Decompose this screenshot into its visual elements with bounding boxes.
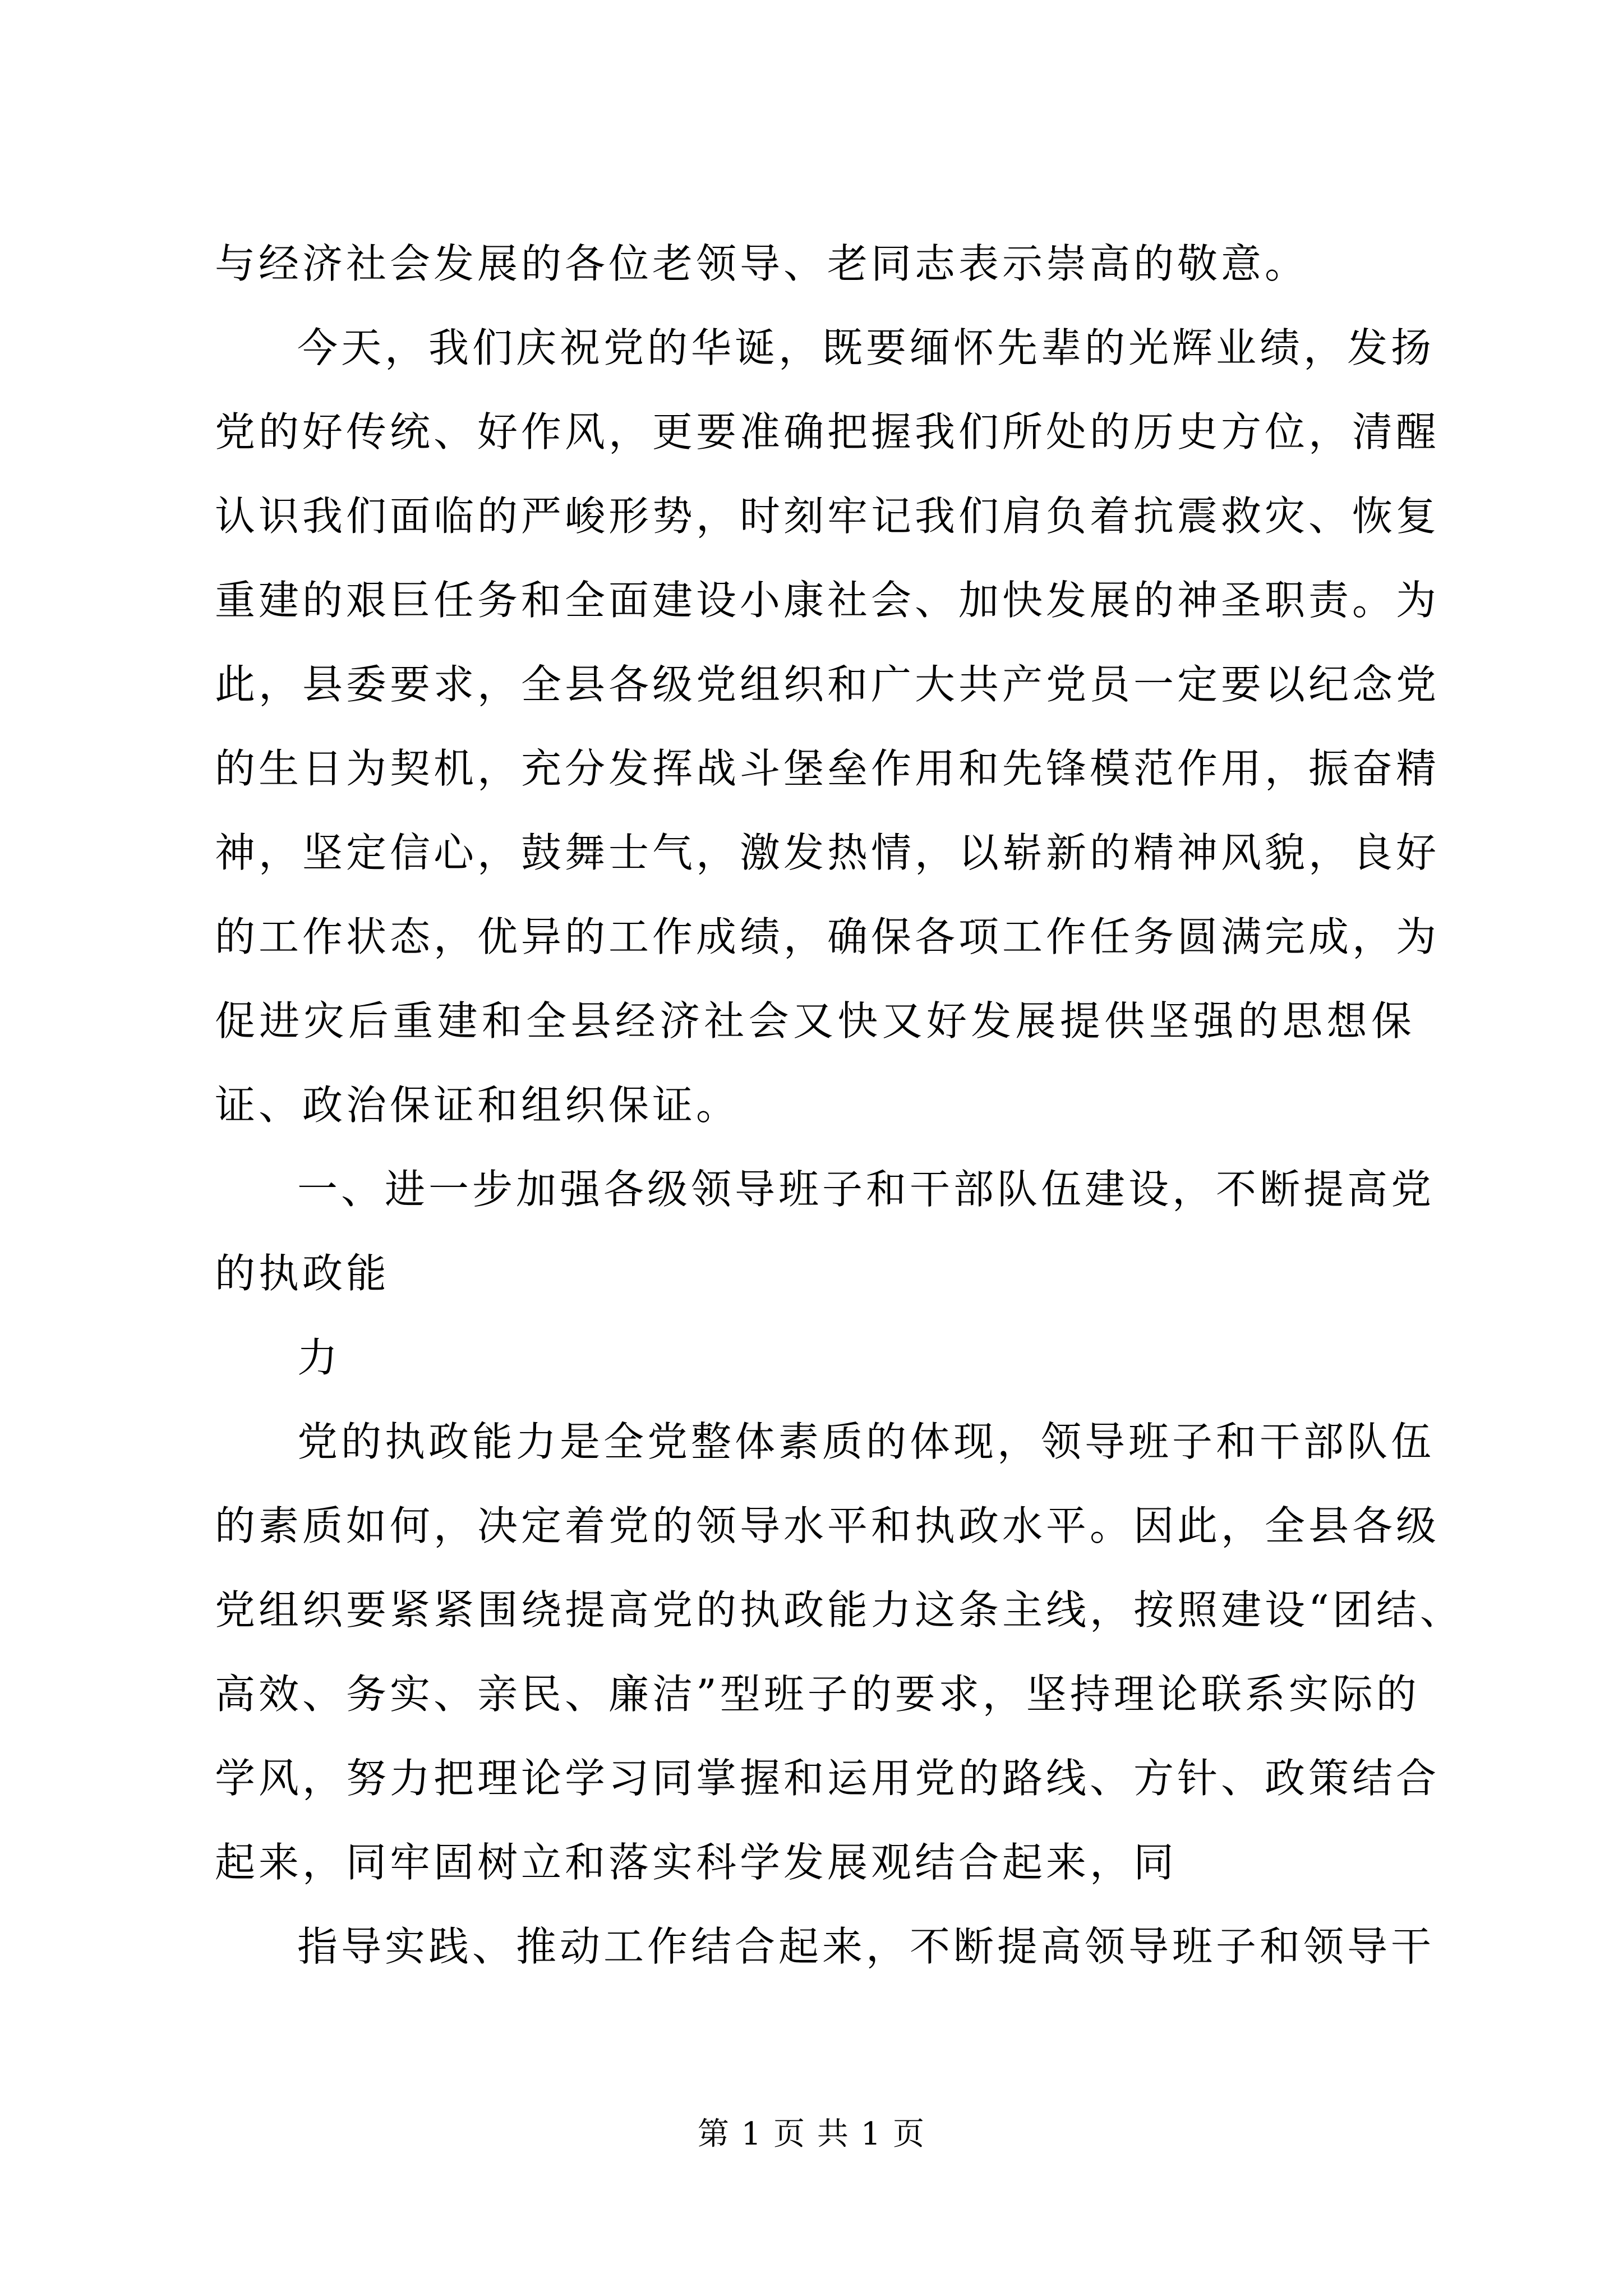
paragraph-line: 党的好传统、好作风，更要准确把握我们所处的历史方位，清醒 — [215, 408, 1440, 455]
paragraph-line: 指导实践、推动工作结合起来，不断提高领导班子和领导干 — [297, 1923, 1435, 1970]
paragraph-line: 起来，同牢固树立和落实科学发展观结合起来，同 — [215, 1839, 1178, 1886]
page-footer: 第 1 页 共 1 页 — [697, 2116, 926, 2152]
paragraph-line: 此，县委要求，全县各级党组织和广大共产党员一定要以纪念党 — [215, 661, 1440, 708]
paragraph-line: 学风，努力把理论学习同掌握和运用党的路线、方针、政策结合 — [215, 1755, 1440, 1802]
paragraph-line: 的生日为契机，充分发挥战斗堡垒作用和先锋模范作用，振奋精 — [215, 745, 1440, 792]
paragraph-line: 重建的艰巨任务和全面建设小康社会、加快发展的神圣职责。为 — [215, 577, 1440, 624]
paragraph-line: 促进灾后重建和全县经济社会又快又好发展提供坚强的思想保 — [215, 997, 1415, 1045]
paragraph-line: 神，坚定信心，鼓舞士气，激发热情，以崭新的精神风貌，良好 — [215, 829, 1440, 876]
paragraph-line: 今天，我们庆祝党的华诞，既要缅怀先辈的光辉业绩，发扬 — [297, 324, 1435, 371]
section-heading-line: 一、进一步加强各级领导班子和干部队伍建设，不断提高党 — [297, 1166, 1435, 1213]
paragraph-line: 党组织要紧紧围绕提高党的执政能力这条主线，按照建设“团结、 — [215, 1586, 1464, 1634]
paragraph-line: 高效、务实、亲民、廉洁”型班子的要求，坚持理论联系实际的 — [215, 1671, 1420, 1718]
paragraph-line: 党的执政能力是全党整体素质的体现，领导班子和干部队伍 — [297, 1418, 1435, 1465]
paragraph-line: 的工作状态，优异的工作成绩，确保各项工作任务圆满完成，为 — [215, 913, 1440, 960]
paragraph-line: 的素质如何，决定着党的领导水平和执政水平。因此，全县各级 — [215, 1502, 1440, 1549]
paragraph-line: 证、政治保证和组织保证。 — [215, 1082, 740, 1129]
paragraph-line: 认识我们面临的严峻形势，时刻牢记我们肩负着抗震救灾、恢复 — [215, 493, 1440, 540]
section-heading-line: 力 — [297, 1334, 342, 1381]
document-body — [215, 222, 1464, 1989]
section-heading-line: 的执政能 — [215, 1250, 390, 1297]
paragraph-line: 与经济社会发展的各位老领导、老同志表示崇高的敬意。 — [215, 240, 1309, 287]
